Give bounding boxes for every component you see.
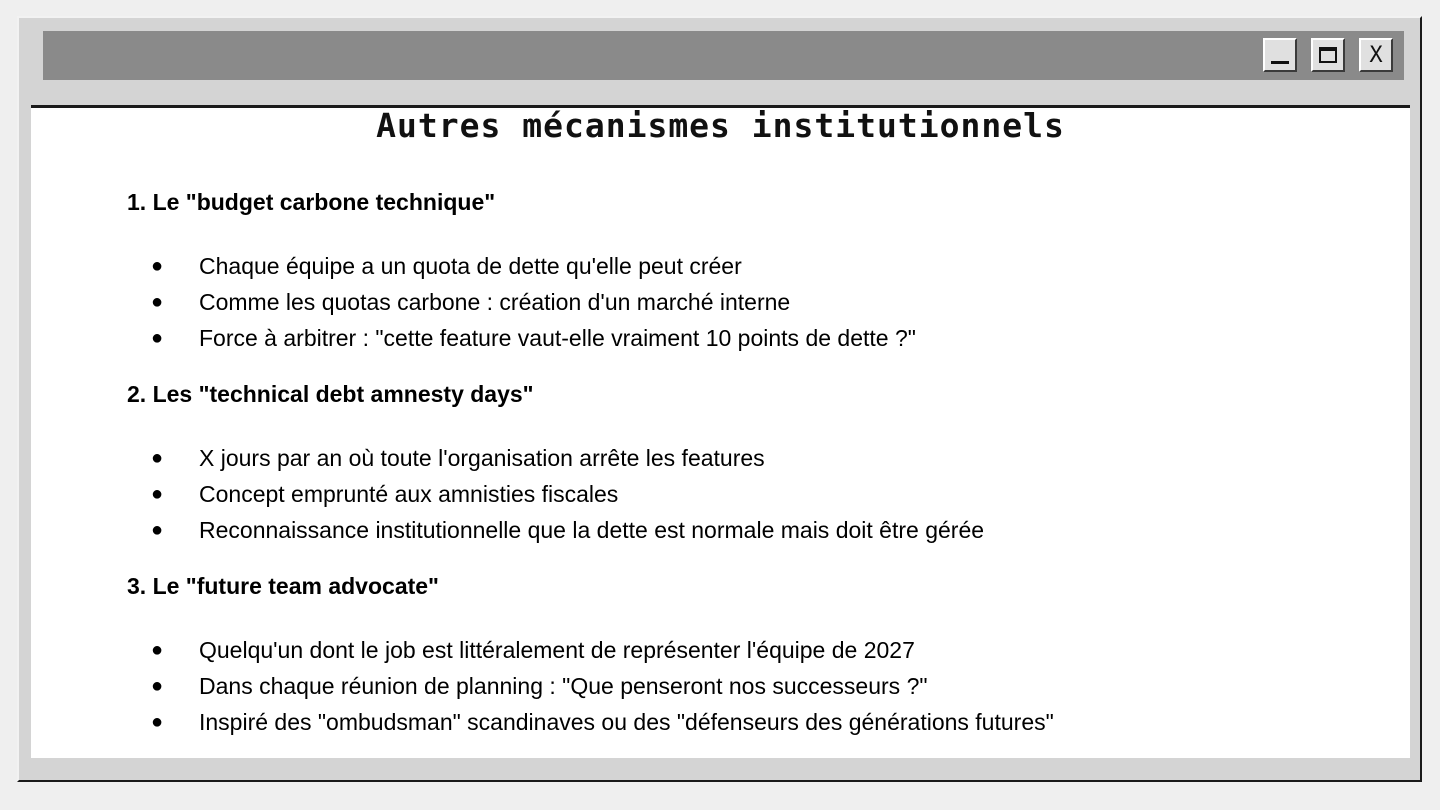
list-item [127,704,1327,740]
bullet-icon: ● [151,483,164,505]
section-heading: 2. Les "technical debt amnesty days" [127,381,534,407]
list-item [127,284,1327,320]
close-icon: X [1369,42,1383,68]
section-budget-carbone [127,188,1327,356]
list-item [127,512,1327,548]
list-item [127,248,1327,284]
list-item-text: Comme les quotas carbone : création d'un marché interne [199,289,791,315]
list-item-text: Quelqu'un dont le job est littéralement de représenter l'équipe de 2027 [199,637,915,663]
list-item-text: Inspiré des "ombudsman" scandinaves ou des "défenseurs des générations futures" [199,709,1054,735]
list-item [127,476,1327,512]
bullet-list [127,248,1327,356]
list-item-text: Reconnaissance institutionnelle que la dette est normale mais doit être gérée [199,517,985,543]
page-title: Autres mécanismes institutionnels [376,106,1065,145]
list-item-text: X jours par an où toute l'organisation arrête les features [199,445,765,471]
bullet-icon: ● [151,327,164,349]
bullet-list [127,632,1327,740]
section-heading: 3. Le "future team advocate" [127,573,439,599]
section-future-team-advocate [127,572,1327,740]
list-item-text: Dans chaque réunion de planning : "Que penseront nos successeurs ?" [199,673,928,699]
close-button[interactable] [1359,38,1393,72]
bullet-icon: ● [151,519,164,541]
list-item-text: Force à arbitrer : "cette feature vaut-elle vraiment 10 points de dette ?" [199,325,916,351]
list-item-text: Concept emprunté aux amnisties fiscales [199,481,619,507]
bullet-icon: ● [151,639,164,661]
list-item [127,668,1327,704]
list-item [127,632,1327,668]
app-window [17,16,1422,782]
minimize-icon [1271,61,1289,64]
minimize-button[interactable] [1263,38,1297,72]
list-item [127,440,1327,476]
bullet-icon: ● [151,255,164,277]
slide-content [31,105,1410,758]
section-heading: 1. Le "budget carbone technique" [127,189,496,215]
bullet-icon: ● [151,711,164,733]
title-bar[interactable] [43,31,1404,80]
maximize-button[interactable] [1311,38,1345,72]
maximize-icon [1319,47,1337,63]
list-item [127,320,1327,356]
bullet-list [127,440,1327,548]
bullet-icon: ● [151,447,164,469]
list-item-text: Chaque équipe a un quota de dette qu'elle peut créer [199,253,742,279]
bullet-icon: ● [151,675,164,697]
bullet-icon: ● [151,291,164,313]
section-amnesty-days [127,380,1327,548]
